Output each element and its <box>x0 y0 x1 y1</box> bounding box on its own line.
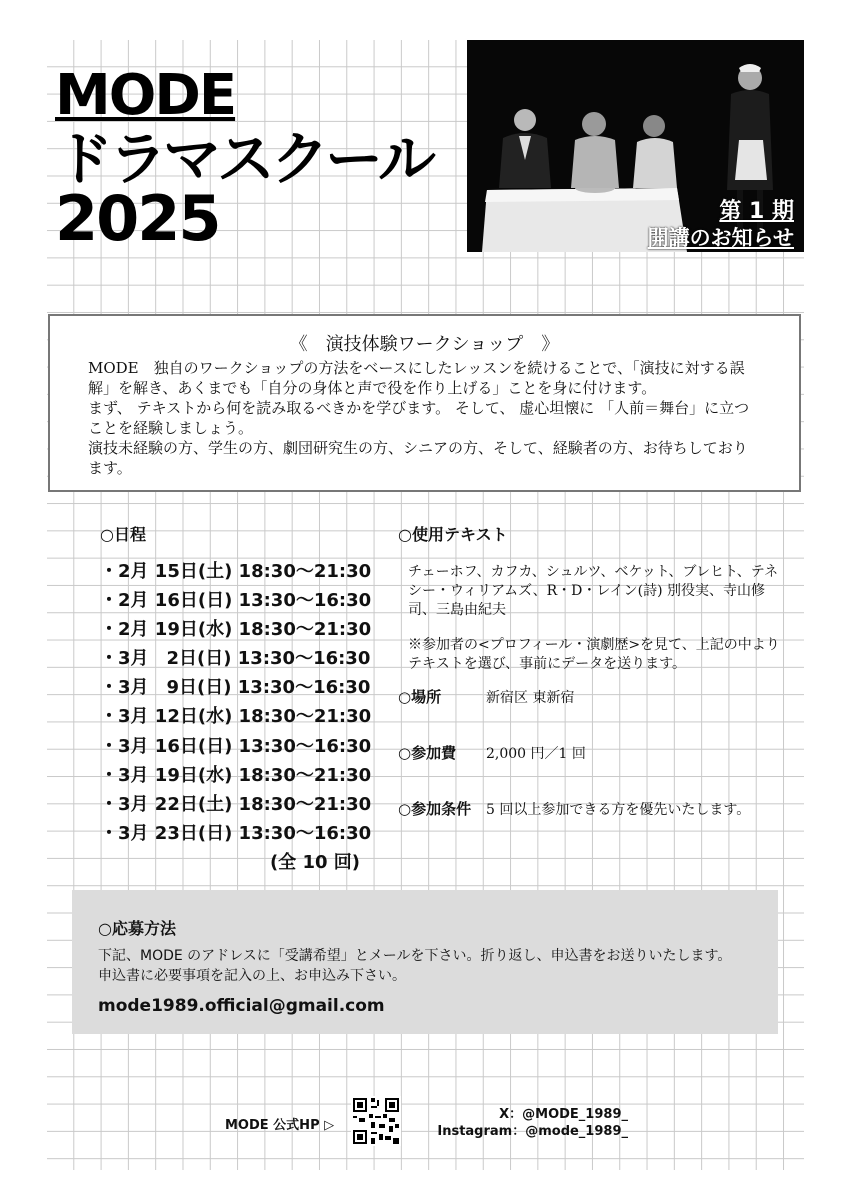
schedule-date: ・2月 16日(日) 13:30～16:30 <box>100 590 372 612</box>
place-value: 新宿区 東新宿 <box>486 690 575 706</box>
title-drama-school: ドラマスクール <box>55 125 432 193</box>
instagram-handle[interactable]: Instagram：@mode_1989_ <box>437 1124 628 1139</box>
fee-label: ○参加費 <box>398 744 457 762</box>
stage-photo <box>467 40 804 252</box>
texts-note: ※参加者の<プロフィール・演劇歴>を見て、上記の中よりテキストを選び、事前にデータを送ります。 <box>408 637 780 672</box>
intro-paragraph-2: まず、 テキストから何を読み取るべきかを学びます。 そして、 虚心坦懐に 「人前＝舞台」に立つことを経験しましょう。 <box>88 399 750 437</box>
page-title <box>55 63 432 255</box>
fee-row <box>398 742 586 763</box>
term-label: 第 1 期 <box>719 199 794 224</box>
contact-email-link[interactable]: mode1989.official@gmail.com <box>98 996 385 1016</box>
application-line-2: 申込書に必要事項を記入の上、お申込み下さい。 <box>98 968 406 984</box>
intro-paragraph-3: 演技未経験の方、学生の方、劇団研究生の方、シニアの方、そして、経験者の方、お待ちしております。 <box>88 439 748 477</box>
schedule-date: ・3月 19日(水) 18:30～21:30 <box>100 764 372 786</box>
title-year: 2025 <box>55 182 220 255</box>
place-label: ○場所 <box>398 688 442 706</box>
schedule-date: ・2月 19日(水) 18:30～21:30 <box>100 619 372 641</box>
schedule-date: ・3月 12日(水) 18:30～21:30 <box>100 706 372 728</box>
place-row <box>398 686 574 707</box>
schedule-section <box>100 522 370 877</box>
workshop-intro-box <box>48 314 801 492</box>
fee-value: 2,000 円／1 回 <box>486 746 586 762</box>
workshop-title: 《 演技体験ワークショップ 》 <box>289 334 560 355</box>
schedule-total: (全 10 回) <box>269 851 360 873</box>
application-heading: ○応募方法 <box>98 919 176 938</box>
condition-row <box>398 798 750 819</box>
schedule-date: ・3月 16日(日) 13:30～16:30 <box>100 735 372 757</box>
condition-value: 5 回以上参加できる方を優先いたします。 <box>486 802 751 818</box>
title-mode: MODE <box>55 63 236 128</box>
qr-code-icon[interactable] <box>351 1096 401 1146</box>
schedule-heading: ○日程 <box>100 525 146 544</box>
workshop-description <box>88 358 761 478</box>
texts-heading: ○使用テキスト <box>398 525 508 544</box>
schedule-date: ・2月 15日(土) 18:30～21:30 <box>100 561 372 582</box>
social-links <box>430 1106 628 1140</box>
schedule-date: ・3月 2日(日) 13:30～16:30 <box>100 648 371 670</box>
official-hp-label: MODE 公式HP ▷ <box>225 1118 335 1133</box>
texts-section <box>398 522 788 674</box>
schedule-date: ・3月 9日(日) 13:30～16:30 <box>100 677 371 699</box>
condition-label: ○参加条件 <box>398 800 472 818</box>
schedule-date: ・3月 22日(土) 18:30～21:30 <box>100 793 372 815</box>
x-handle[interactable]: X：@MODE_1989_ <box>499 1107 628 1122</box>
schedule-date: ・3月 23日(日) 13:30～16:30 <box>100 822 372 844</box>
application-line-1: 下記、MODE のアドレスに「受講希望」とメールを下さい。折り返し、申込書をお送りいたします。 <box>98 948 732 964</box>
texts-authors: チェーホフ、カフカ、シュルツ、ベケット、ブレヒト、テネシー・ウィリアムズ、R・D・レイン(詩) 別役実、寺山修司、三島由紀夫 <box>408 564 779 618</box>
application-instructions <box>98 946 731 986</box>
intro-paragraph-1: MODE 独自のワークショップの方法をベースにしたレッスンを続けることで、「演技に対する誤解」を解き、あくまでも「自分の身体と声で役を作り上げる」ことを身に付けます。 <box>88 359 745 397</box>
opening-notice: 開講のお知らせ <box>647 226 794 250</box>
application-box <box>72 890 778 1034</box>
